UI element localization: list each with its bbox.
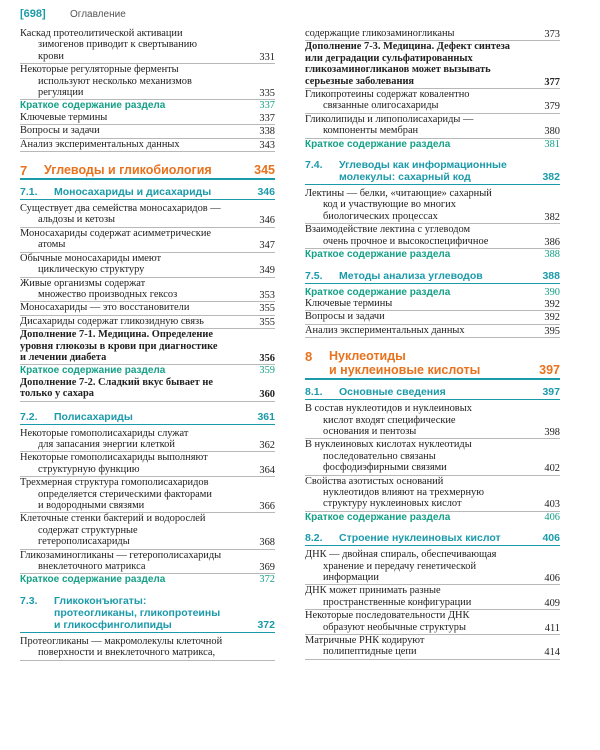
toc-entry-line: регуляции: [38, 87, 84, 99]
toc-entry-line: последовательно связаны: [323, 450, 436, 462]
section-page: 382: [542, 171, 560, 184]
toc-entry-page: 403: [544, 499, 560, 511]
toc-entry-line: Некоторые гомополисахариды выполняют: [20, 452, 208, 464]
chapter-number: 7: [20, 163, 28, 179]
toc-entry-page: 411: [544, 622, 560, 634]
chapter-title: Углеводы и гликобиология: [44, 163, 212, 178]
toc-entry-line: хранение и передачу генетической: [323, 560, 477, 572]
section-title: [54, 595, 275, 631]
toc-entry[interactable]: [20, 513, 275, 549]
toc-entry-line: Гликозаминогликаны — гетерополисахариды: [20, 549, 222, 561]
toc-entry[interactable]: [20, 28, 275, 64]
toc-entry-line: фосфодиэфирными связями: [323, 462, 447, 474]
toc-entry-page: 414: [544, 647, 560, 659]
toc-entry-page: 359: [259, 365, 275, 377]
page-header: [20, 8, 580, 24]
toc-entry[interactable]: [305, 188, 560, 224]
toc-entry[interactable]: [20, 452, 275, 477]
toc-entry-line: и лечении диабета: [20, 351, 107, 363]
toc-entry-line: связанные олигосахариды: [323, 100, 439, 112]
toc-entry-line: Некоторые регуляторные ферменты: [20, 64, 179, 76]
toc-entry-line: В состав нуклеотидов и нуклеиновых: [305, 403, 472, 415]
section-heading[interactable]: [305, 386, 560, 400]
toc-entry-page: 331: [259, 51, 275, 63]
toc-entry-line: Гликопротеины содержат ковалентно: [305, 89, 470, 101]
section-heading[interactable]: [305, 532, 560, 546]
toc-entry[interactable]: [305, 403, 560, 439]
toc-entry-line: гетерополисахариды: [38, 536, 130, 548]
toc-entry-line: Клеточные стенки бактерий и водорослей: [20, 513, 206, 525]
toc-entry-line: Краткое содержание раздела: [305, 511, 451, 523]
toc-entry[interactable]: [305, 298, 560, 311]
toc-entry[interactable]: [305, 585, 560, 610]
toc-entry-page: 356: [259, 352, 275, 364]
toc-entry-line: атомы: [38, 239, 66, 251]
chapter-number: 8: [305, 349, 313, 365]
toc-entry[interactable]: [20, 64, 275, 100]
running-title: Оглавление: [70, 9, 126, 20]
section-number: 8.1.: [305, 386, 323, 399]
toc-entry[interactable]: [20, 139, 275, 152]
toc-column-right: [305, 28, 560, 660]
toc-entry-line: очень прочное и высокоспецифичное: [323, 235, 489, 247]
toc-entry[interactable]: [305, 41, 560, 89]
toc-entry-page: 402: [544, 463, 560, 475]
toc-entry-line: Краткое содержание раздела: [20, 574, 166, 586]
toc-entry-line: компоненты мембран: [323, 125, 419, 137]
section-number: 7.2.: [20, 410, 38, 423]
toc-entry-line: структуру нуклеиновых кислот: [323, 498, 462, 510]
toc-entry-line: Дополнение 7-2. Сладкий вкус бывает не: [20, 376, 213, 388]
toc-entry-page: 353: [259, 289, 275, 301]
toc-entry-line: Ключевые термины: [20, 111, 108, 123]
toc-entry-page: 337: [259, 100, 275, 112]
section-number: 7.4.: [305, 159, 323, 172]
toc-entry[interactable]: [305, 512, 560, 523]
toc-entry[interactable]: [305, 287, 560, 298]
toc-entry-line: Взаимодействие лектина с углеводом: [305, 224, 471, 236]
toc-entry-page: 398: [544, 426, 560, 438]
toc-entry-page: 380: [544, 126, 560, 138]
toc-entry[interactable]: [305, 610, 560, 635]
section-page: 406: [542, 532, 560, 545]
toc-entry-line: Каскад протеолитической активации: [20, 28, 183, 39]
toc-entry-line: кислот входят специфические: [323, 414, 456, 426]
toc-entry-line: Гликолипиды и липополисахариды —: [305, 113, 474, 125]
toc-entry-line: для запасания энергии клеткой: [38, 438, 175, 450]
section-title: Основные сведения: [339, 386, 446, 399]
toc-entry-line: или деградации сульфатированных: [305, 52, 473, 64]
toc-entry-line: Лектины — белки, «читающие» сахарный: [305, 188, 492, 200]
toc-entry-line: полипептидные цепи: [323, 646, 417, 658]
section-page: 388: [542, 269, 560, 282]
toc-entry-line: информации: [323, 572, 379, 583]
toc-entry-page: 409: [544, 597, 560, 609]
toc-entry[interactable]: [20, 329, 275, 365]
section-heading[interactable]: [305, 159, 560, 185]
toc-entry-line: множество производных гексоз: [38, 288, 178, 300]
toc-entry-line: определяется стерическими факторами: [38, 488, 212, 500]
toc-entry-line: Матричные РНК кодируют: [305, 635, 425, 647]
section-title-line: протеогликаны, гликопротеины: [54, 606, 221, 619]
toc-entry-line: Вопросы и задачи: [305, 311, 385, 323]
section-number: 7.3.: [20, 594, 38, 607]
toc-entry-line: Краткое содержание раздела: [20, 100, 166, 112]
toc-entry-line: основания и пентозы: [323, 425, 417, 437]
toc-entry[interactable]: [20, 365, 275, 376]
toc-entry-line: поверхности и внеклеточного матрикса,: [38, 647, 216, 659]
toc-entry-page: 377: [544, 76, 560, 88]
section-heading[interactable]: [20, 595, 275, 633]
toc-entry-page: 360: [259, 389, 275, 401]
section-title: Методы анализа углеводов: [339, 269, 483, 282]
toc-entry-line: биологических процессах: [323, 210, 438, 222]
toc-entry-line: Протеогликаны — макромолекулы клеточной: [20, 635, 223, 647]
toc-entry-page: 406: [544, 511, 560, 523]
toc-entry-line: Свойства азотистых оснований: [305, 475, 444, 487]
toc-entry[interactable]: [305, 28, 560, 41]
chapter-title-line: и нуклеиновые кислоты: [329, 363, 481, 378]
toc-entry-page: 386: [544, 236, 560, 248]
section-number: 7.1.: [20, 186, 38, 199]
toc-entry-line: только у сахара: [20, 388, 94, 400]
toc-entry-line: Краткое содержание раздела: [305, 138, 451, 150]
toc-group: [305, 403, 560, 523]
toc-group: [305, 549, 560, 660]
toc-entry-page: 355: [259, 316, 275, 328]
toc-group: [305, 287, 560, 339]
toc-entry-line: крови: [38, 50, 64, 62]
toc-entry-line: и водородными связями: [38, 500, 145, 511]
toc-entry-line: образуют необычные структуры: [323, 621, 466, 633]
chapter-page: 397: [539, 363, 560, 378]
toc-group: [305, 28, 560, 150]
toc-entry-line: Анализ экспериментальных данных: [20, 138, 180, 150]
toc-entry-page: 388: [544, 249, 560, 261]
toc-entry-line: Ключевые термины: [305, 297, 393, 309]
toc-entry-page: 364: [259, 464, 275, 476]
toc-entry-page: 349: [259, 265, 275, 277]
toc-entry-page: 392: [544, 312, 560, 324]
toc-entry[interactable]: [20, 253, 275, 278]
toc-entry-line: нуклеотидов влияют на трехмерную: [323, 486, 485, 498]
toc-entry[interactable]: [20, 574, 275, 585]
section-title-line: и гликосфинголипиды: [54, 618, 172, 631]
section-number: 8.2.: [305, 532, 323, 545]
section-title: Полисахариды: [54, 410, 133, 423]
toc-entry[interactable]: [20, 302, 275, 315]
toc-entry-line: уровня глюкозы в крови при диагностике: [20, 340, 218, 352]
toc-entry[interactable]: [305, 549, 560, 585]
toc-entry-page: 347: [259, 240, 275, 252]
toc-entry[interactable]: [305, 224, 560, 249]
toc-entry[interactable]: [305, 311, 560, 324]
toc-group: [305, 188, 560, 260]
chapter-heading[interactable]: [305, 349, 560, 380]
section-title-line: молекулы: сахарный код: [339, 171, 471, 184]
toc-entry-page: 390: [544, 286, 560, 298]
toc-entry[interactable]: [20, 428, 275, 453]
section-heading[interactable]: [20, 186, 275, 200]
toc-entry[interactable]: [20, 203, 275, 228]
toc-entry[interactable]: [20, 112, 275, 125]
toc-entry-page: 366: [259, 501, 275, 512]
section-title-line: Углеводы как информационные: [339, 159, 507, 172]
toc-entry-line: Существует два семейства моносахаридов —: [20, 203, 221, 215]
chapter-title: [329, 349, 560, 377]
toc-entry-page: 335: [259, 88, 275, 100]
toc-entry[interactable]: [305, 114, 560, 139]
toc-entry-line: Моносахариды содержат асимметрические: [20, 227, 211, 239]
toc-entry[interactable]: [20, 228, 275, 253]
toc-entry-line: внеклеточного матрикса: [38, 561, 146, 573]
toc-entry-line: серьезные заболевания: [305, 75, 415, 87]
toc-entry-line: Трехмерная структура гомополисахаридов: [20, 477, 209, 489]
toc-entry-line: альдозы и кетозы: [38, 214, 116, 226]
toc-group: [20, 428, 275, 586]
toc-entry-line: используют несколько механизмов: [38, 75, 192, 87]
toc-entry-line: Дополнение 7-3. Медицина. Дефект синтеза: [305, 41, 510, 53]
chapter-page: 345: [254, 163, 275, 178]
toc-entry-page: 338: [259, 126, 275, 138]
toc-entry[interactable]: [305, 439, 560, 475]
toc-entry-line: ДНК может принимать разные: [305, 585, 441, 597]
toc-entry-line: Дисахариды содержат гликозидную связь: [20, 315, 204, 327]
toc-entry-page: 373: [544, 29, 560, 40]
toc-entry-line: Краткое содержание раздела: [20, 365, 166, 377]
section-title: Моносахариды и дисахариды: [54, 186, 212, 199]
toc-entry-line: содержат структурные: [38, 524, 138, 536]
toc-entry-line: Некоторые гомополисахариды служат: [20, 427, 189, 439]
toc-entry[interactable]: [305, 635, 560, 660]
section-page: 397: [542, 386, 560, 399]
toc-entry[interactable]: [20, 477, 275, 513]
toc-entry-page: 372: [259, 574, 275, 586]
toc-entry-line: Моносахариды — это восстановители: [20, 302, 190, 314]
section-number: 7.5.: [305, 269, 323, 282]
toc-group: [20, 203, 275, 402]
toc-column-left: [20, 28, 275, 661]
section-page: 372: [257, 618, 275, 631]
toc-entry-line: Обычные моносахариды имеют: [20, 252, 162, 264]
toc-entry-line: ДНК — двойная спираль, обеспечивающая: [305, 549, 497, 561]
toc-entry-page: 392: [544, 298, 560, 310]
page-number: [698]: [20, 8, 46, 20]
toc-entry-page: 395: [544, 325, 560, 337]
toc-entry[interactable]: [305, 89, 560, 114]
chapter-heading[interactable]: [20, 163, 275, 180]
section-title: [339, 159, 560, 183]
toc-entry-line: Краткое содержание раздела: [305, 249, 451, 261]
toc-entry-page: 337: [259, 112, 275, 124]
toc-entry[interactable]: [305, 249, 560, 260]
toc-entry-line: зимогенов приводит к свертыванию: [38, 39, 198, 51]
toc-entry-line: пространственные конфигурации: [323, 596, 472, 608]
toc-entry-line: Дополнение 7-1. Медицина. Определение: [20, 329, 214, 341]
section-page: 361: [257, 410, 275, 423]
toc-entry[interactable]: [305, 476, 560, 512]
section-title-line: Гликоконъюгаты:: [54, 594, 147, 607]
toc-entry-page: 346: [259, 215, 275, 227]
toc-entry[interactable]: [20, 316, 275, 329]
toc-entry-line: Краткое содержание раздела: [305, 286, 451, 298]
toc-entry-page: 355: [259, 303, 275, 315]
toc-entry[interactable]: [20, 100, 275, 111]
toc-entry[interactable]: [20, 377, 275, 402]
toc-entry[interactable]: [305, 325, 560, 338]
toc-entry-page: 368: [259, 537, 275, 549]
toc-entry[interactable]: [305, 139, 560, 150]
toc-group: [20, 636, 275, 661]
section-heading[interactable]: [305, 270, 560, 284]
toc-entry-line: Некоторые последовательности ДНК: [305, 610, 470, 622]
section-page: 346: [257, 186, 275, 199]
chapter-title-line: Нуклеотиды: [329, 349, 406, 364]
toc-entry[interactable]: [20, 125, 275, 138]
toc-entry[interactable]: [20, 278, 275, 303]
toc-entry-line: В нуклеиновых кислотах нуклеотиды: [305, 439, 472, 451]
toc-entry-page: 362: [259, 439, 275, 451]
toc-group: [20, 28, 275, 152]
toc-entry-line: структурную функцию: [38, 463, 140, 475]
toc-entry-page: 382: [544, 211, 560, 223]
toc-entry-line: Анализ экспериментальных данных: [305, 324, 465, 336]
toc-entry-page: 379: [544, 101, 560, 113]
section-title: Строение нуклеиновых кислот: [339, 532, 501, 545]
toc-entry-line: Живые организмы содержат: [20, 277, 146, 289]
toc-entry[interactable]: [20, 550, 275, 575]
section-heading[interactable]: [20, 411, 275, 425]
toc-entry-page: 381: [544, 138, 560, 150]
toc-entry-line: гликозаминогликанов может вызывать: [305, 64, 491, 76]
toc-entry-page: 369: [259, 562, 275, 574]
toc-entry-line: содержащие гликозаминогликаны: [305, 28, 455, 39]
toc-entry-line: код и участвующие во многих: [323, 199, 456, 211]
toc-entry-line: Вопросы и задачи: [20, 125, 100, 137]
toc-entry-line: циклическую структуру: [38, 264, 145, 276]
toc-entry[interactable]: [20, 636, 275, 661]
toc-entry-page: 406: [544, 573, 560, 584]
toc-entry-page: 343: [259, 139, 275, 151]
